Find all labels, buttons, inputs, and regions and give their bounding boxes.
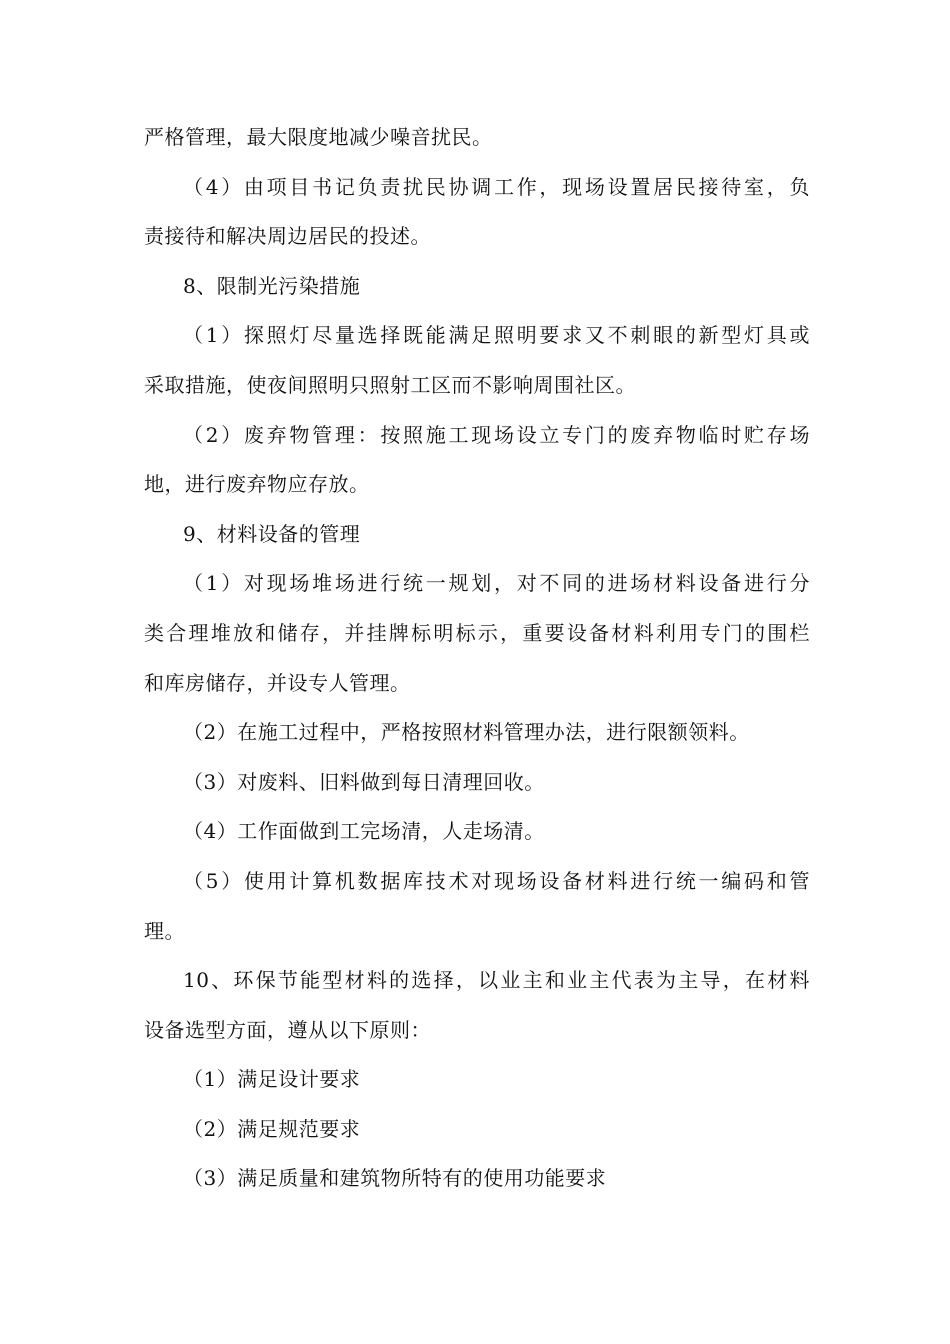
section-heading-10: 10、环保节能型材料的选择，以业主和业主代表为主导，在材料 xyxy=(183,968,810,993)
text-line-17: 理。 xyxy=(144,918,185,943)
text-line-22: （3）满足质量和建筑物所特有的使用功能要求 xyxy=(183,1166,607,1191)
text-line-13: （2）在施工过程中，严格按照材料管理办法，进行限额领料。 xyxy=(183,720,750,745)
text-line-5: （1）探照灯尽量选择既能满足照明要求又不刺眼的新型灯具或 xyxy=(183,323,810,348)
text-line-14: （3）对废料、旧料做到每日清理回收。 xyxy=(183,769,545,794)
text-line-8: 地，进行废弃物应存放。 xyxy=(144,472,370,497)
text-line-15: （4）工作面做到工完场清，人走场清。 xyxy=(183,819,545,844)
text-line-11: 类合理堆放和储存，并挂牌标明标示，重要设备材料利用专门的围栏 xyxy=(144,620,810,645)
text-line-19: 设备选型方面，遵从以下原则： xyxy=(144,1017,431,1042)
text-line-21: （2）满足规范要求 xyxy=(183,1116,361,1141)
text-line-2: （4）由项目书记负责扰民协调工作，现场设置居民接待室，负 xyxy=(183,174,810,199)
text-line-10: （1）对现场堆场进行统一规划，对不同的进场材料设备进行分 xyxy=(183,571,810,596)
document-body xyxy=(144,113,810,1204)
text-line-6: 采取措施，使夜间照明只照射工区而不影响周围社区。 xyxy=(144,372,636,397)
section-heading-9: 9、材料设备的管理 xyxy=(183,521,361,546)
text-line-16: （5）使用计算机数据库技术对现场设备材料进行统一编码和管 xyxy=(183,868,810,893)
text-line-20: （1）满足设计要求 xyxy=(183,1067,361,1092)
text-line-7: （2）废弃物管理：按照施工现场设立专门的废弃物临时贮存场 xyxy=(183,422,810,447)
text-line-1: 严格管理，最大限度地减少噪音扰民。 xyxy=(144,125,493,149)
section-heading-8: 8、限制光污染措施 xyxy=(183,273,361,298)
text-line-12: 和库房储存，并设专人管理。 xyxy=(144,670,411,695)
text-line-3: 责接待和解决周边居民的投述。 xyxy=(144,224,431,249)
